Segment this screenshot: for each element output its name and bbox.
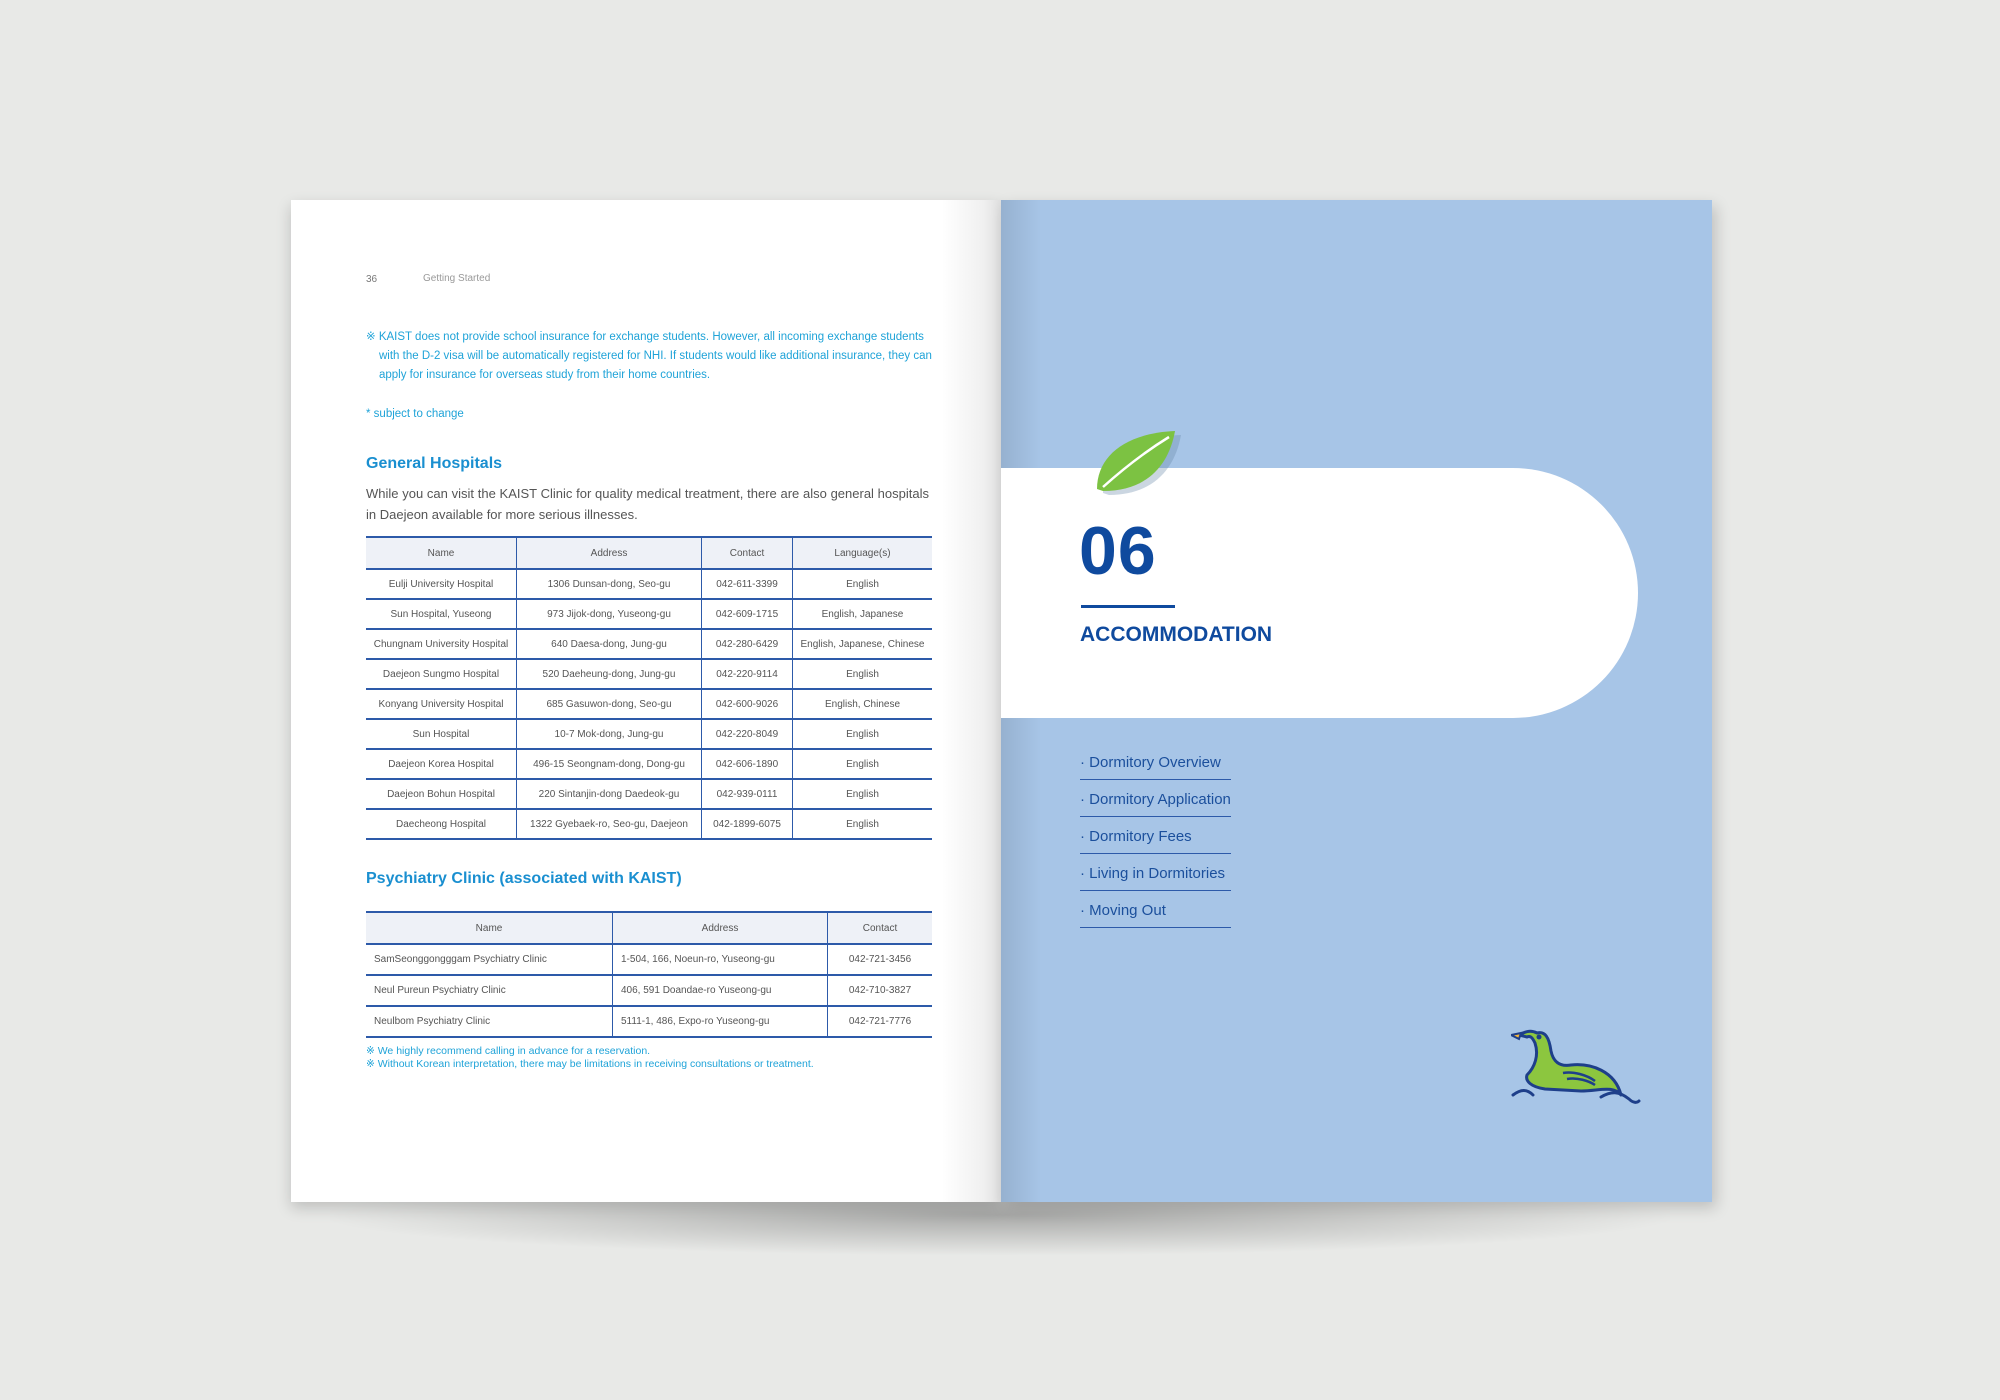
table-cell: 042-721-7776	[828, 1006, 933, 1037]
column-header: Name	[366, 537, 517, 569]
bottom-notes	[366, 1045, 814, 1071]
table-cell: Chungnam University Hospital	[366, 629, 517, 659]
left-page	[291, 200, 1001, 1202]
column-header: Contact	[828, 912, 933, 944]
general-hospitals-text: While you can visit the KAIST Clinic for quality medical treatment, there are also general hospitals in Daejeon available for more serious illnesses.	[366, 486, 929, 522]
chapter-title: ACCOMMODATION	[1080, 623, 1273, 646]
table-cell: English, Chinese	[793, 689, 933, 719]
column-header: Address	[613, 912, 828, 944]
table-cell: 042-611-3399	[702, 569, 793, 599]
table-row	[366, 629, 932, 659]
toc-item-living-in-dormitories[interactable]: · Living in Dormitories	[1080, 863, 1231, 891]
gutter-shade	[941, 200, 1001, 1202]
insurance-note: ※ KAIST does not provide school insurance for exchange students. However, all incoming exchange students with the D-2 visa will be automatically registered for NHI. If students would like additional insurance, they can apply for insurance for overseas study from their home countries.	[366, 331, 932, 381]
table-cell: 973 Jijok-dong, Yuseong-gu	[517, 599, 702, 629]
table-cell: English	[793, 569, 933, 599]
table-cell: Daejeon Korea Hospital	[366, 749, 517, 779]
table-cell: 042-280-6429	[702, 629, 793, 659]
interpretation-note: ※ Without Korean interpretation, there may be limitations in receiving consultations or treatment.	[366, 1058, 814, 1070]
chapter-banner	[1001, 468, 1638, 718]
right-page	[1001, 200, 1712, 1202]
subject-note: * subject to change	[366, 408, 464, 420]
table-cell: 685 Gasuwon-dong, Seo-gu	[517, 689, 702, 719]
table-cell: 640 Daesa-dong, Jung-gu	[517, 629, 702, 659]
table-cell: 042-220-9114	[702, 659, 793, 689]
table-cell: 042-939-0111	[702, 779, 793, 809]
table-cell: 406, 591 Doandae-ro Yuseong-gu	[613, 975, 828, 1006]
running-header: Getting Started	[423, 273, 491, 284]
table-cell: Daejeon Sungmo Hospital	[366, 659, 517, 689]
table-cell: English	[793, 779, 933, 809]
page-number: 36	[366, 274, 378, 285]
table-cell: Sun Hospital	[366, 719, 517, 749]
table-cell: Eulji University Hospital	[366, 569, 517, 599]
table-cell: 042-710-3827	[828, 975, 933, 1006]
leaf-icon	[1091, 425, 1181, 497]
duck-icon	[1511, 1015, 1641, 1115]
psychiatry-heading: Psychiatry Clinic (associated with KAIST)	[366, 870, 682, 887]
table-cell: 10-7 Mok-dong, Jung-gu	[517, 719, 702, 749]
table-row	[366, 779, 932, 809]
column-header: Name	[366, 912, 613, 944]
table-cell: Neulbom Psychiatry Clinic	[366, 1006, 613, 1037]
table-row	[366, 569, 932, 599]
table-cell: 042-721-3456	[828, 944, 933, 975]
table-cell: Konyang University Hospital	[366, 689, 517, 719]
column-header: Address	[517, 537, 702, 569]
table-cell: SamSeonggongggam Psychiatry Clinic	[366, 944, 613, 975]
table-header-row	[366, 912, 932, 944]
table-cell: 042-220-8049	[702, 719, 793, 749]
table-cell: Daecheong Hospital	[366, 809, 517, 839]
table-header-row	[366, 537, 932, 569]
table-cell: 1306 Dunsan-dong, Seo-gu	[517, 569, 702, 599]
chapter-toc	[1080, 752, 1231, 937]
toc-item-moving-out[interactable]: · Moving Out	[1080, 900, 1231, 928]
table-cell: 220 Sintanjin-dong Daedeok-gu	[517, 779, 702, 809]
table-cell: English	[793, 809, 933, 839]
table-cell: Sun Hospital, Yuseong	[366, 599, 517, 629]
table-cell: 042-609-1715	[702, 599, 793, 629]
toc-item-dormitory-fees[interactable]: · Dormitory Fees	[1080, 826, 1231, 854]
table-cell: English, Japanese, Chinese	[793, 629, 933, 659]
table-cell: English	[793, 719, 933, 749]
table-row	[366, 689, 932, 719]
table-cell: English, Japanese	[793, 599, 933, 629]
table-row	[366, 975, 932, 1006]
table-cell: 042-606-1890	[702, 749, 793, 779]
table-cell: 520 Daeheung-dong, Jung-gu	[517, 659, 702, 689]
column-header: Language(s)	[793, 537, 933, 569]
table-cell: Daejeon Bohun Hospital	[366, 779, 517, 809]
table-cell: 042-600-9026	[702, 689, 793, 719]
hospitals-table	[366, 536, 932, 840]
table-row	[366, 659, 932, 689]
psychiatry-table	[366, 911, 932, 1038]
table-cell: Neul Pureun Psychiatry Clinic	[366, 975, 613, 1006]
reservation-note: ※ We highly recommend calling in advance for a reservation.	[366, 1045, 651, 1057]
table-row	[366, 719, 932, 749]
column-header: Contact	[702, 537, 793, 569]
table-row	[366, 749, 932, 779]
table-cell: English	[793, 659, 933, 689]
table-cell: 042-1899-6075	[702, 809, 793, 839]
table-cell: 496-15 Seongnam-dong, Dong-gu	[517, 749, 702, 779]
chapter-number: 06	[1079, 513, 1157, 589]
table-row	[366, 944, 932, 975]
table-row	[366, 599, 932, 629]
toc-item-dormitory-application[interactable]: · Dormitory Application	[1080, 789, 1231, 817]
table-cell: 5111-1, 486, Expo-ro Yuseong-gu	[613, 1006, 828, 1037]
table-cell: 1-504, 166, Noeun-ro, Yuseong-gu	[613, 944, 828, 975]
table-row	[366, 1006, 932, 1037]
toc-item-dormitory-overview[interactable]: · Dormitory Overview	[1080, 752, 1231, 780]
table-row	[366, 809, 932, 839]
chapter-rule	[1081, 605, 1175, 608]
general-hospitals-heading: General Hospitals	[366, 455, 503, 472]
table-cell: 1322 Gyebaek-ro, Seo-gu, Daejeon	[517, 809, 702, 839]
table-cell: English	[793, 749, 933, 779]
